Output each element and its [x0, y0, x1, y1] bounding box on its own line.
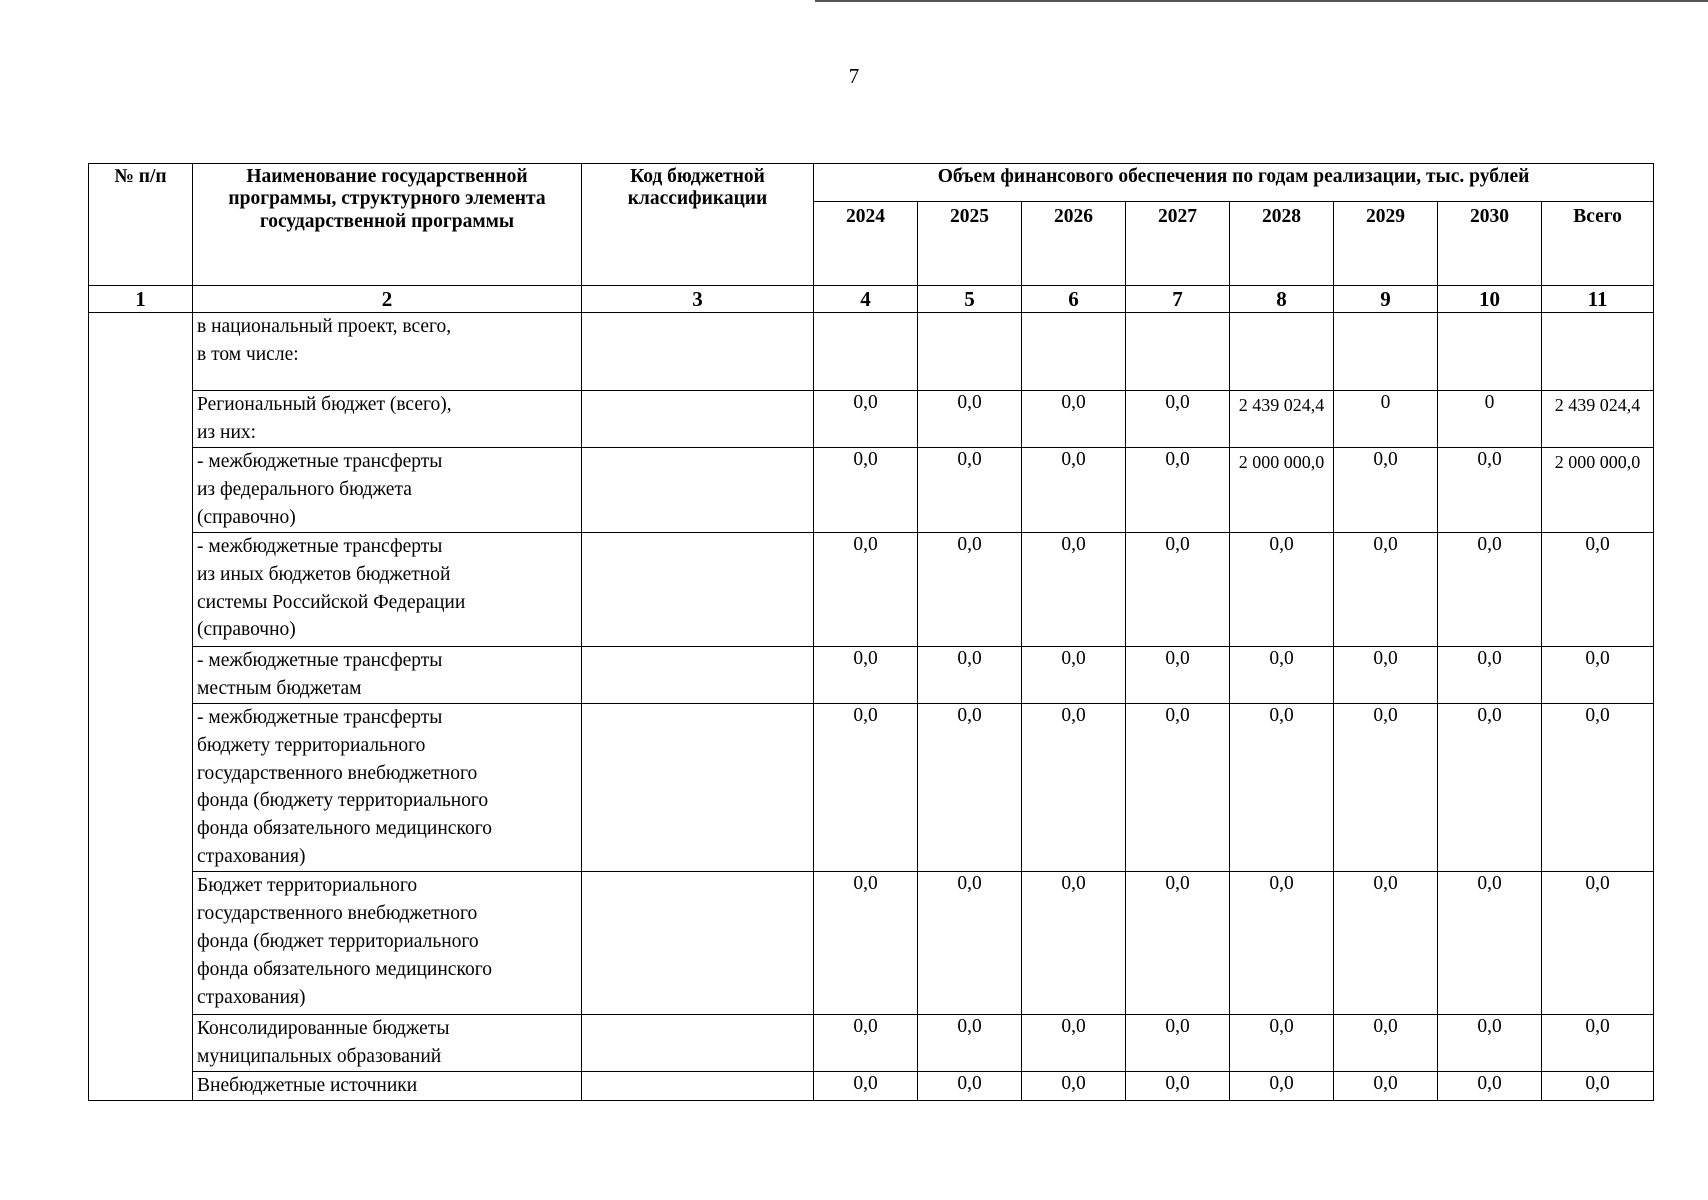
header-year: 2024 [814, 202, 918, 286]
table-body [89, 313, 1654, 1101]
row-name-line: Региональный бюджет (всего), [197, 394, 452, 415]
table-row [89, 1072, 1654, 1101]
row-name-cell [193, 646, 582, 703]
row-year-value: 0,0 [1022, 646, 1126, 703]
column-number: 4 [814, 286, 918, 313]
row-year-value: 0,0 [1334, 872, 1438, 1015]
row-year-value: 0,0 [1022, 447, 1126, 532]
row-year-value: 0,0 [1438, 1072, 1542, 1101]
row-year-value: 0,0 [814, 447, 918, 532]
column-number: 10 [1438, 286, 1542, 313]
column-number: 3 [582, 286, 814, 313]
column-number: 6 [1022, 286, 1126, 313]
table-row [89, 532, 1654, 646]
row-year-value: 0,0 [1126, 391, 1230, 448]
row-name-line: - межбюджетные трансферты [197, 706, 443, 728]
row-total-cell: 0,0 [1542, 646, 1654, 703]
row-name-line: (справочно) [197, 619, 296, 641]
row-year-value [1126, 313, 1230, 391]
row-year-value: 0,0 [1438, 703, 1542, 871]
row-year-value: 0,0 [1334, 646, 1438, 703]
row-year-value: 0,0 [1126, 447, 1230, 532]
row-year-value: 0,0 [1022, 532, 1126, 646]
row-year-value: 0,0 [1230, 703, 1334, 871]
row-name-line: государственного внебюджетного [197, 762, 478, 784]
row-name-line: из них: [197, 421, 257, 443]
row-name-line: муниципальных образований [197, 1045, 442, 1067]
row-total-cell: 0,0 [1542, 703, 1654, 871]
row-name-cell [193, 447, 582, 532]
row-name-line: бюджету территориального [197, 734, 426, 756]
row-year-value: 0 [1334, 391, 1438, 448]
row-name-line: страхования) [197, 846, 306, 868]
row-name-cell [193, 313, 582, 391]
header-year: 2027 [1126, 202, 1230, 286]
row-name-line: фонда (бюджет территориального [197, 930, 479, 952]
row-name-line: местным бюджетам [197, 677, 362, 699]
row-year-value: 0,0 [1230, 1015, 1334, 1072]
row-year-value [814, 313, 918, 391]
row-year-value: 0,0 [814, 872, 918, 1015]
header-year: 2028 [1230, 202, 1334, 286]
row-year-value: 0,0 [1126, 1072, 1230, 1101]
table-row [89, 646, 1654, 703]
row-year-value: 0,0 [1438, 646, 1542, 703]
row-year-value: 0,0 [918, 872, 1022, 1015]
row-year-value: 0,0 [814, 391, 918, 448]
row-name-line: из иных бюджетов бюджетной [197, 563, 451, 585]
row-total-cell: 0,0 [1542, 532, 1654, 646]
row-total-cell [1542, 313, 1654, 391]
row-year-value: 0,0 [1230, 872, 1334, 1015]
row-year-value: 0,0 [1022, 391, 1126, 448]
row-name-cell [193, 872, 582, 1015]
row-year-value [918, 313, 1022, 391]
budget-table [88, 163, 1654, 1101]
row-name-line: государственного внебюджетного [197, 902, 478, 924]
column-number: 5 [918, 286, 1022, 313]
row-code-cell [582, 447, 814, 532]
table-row [89, 391, 1654, 448]
row-year-value: 0,0 [1126, 1015, 1230, 1072]
row-name-line: фонда обязательного медицинского [197, 818, 492, 840]
row-year-value: 0,0 [814, 646, 918, 703]
row-year-value: 0,0 [1438, 532, 1542, 646]
row-year-value [1438, 313, 1542, 391]
column-number: 11 [1542, 286, 1654, 313]
row-name-cell [193, 1072, 582, 1101]
row-year-value: 0,0 [1230, 1072, 1334, 1101]
row-year-value: 0,0 [1022, 1072, 1126, 1101]
header-year: 2030 [1438, 202, 1542, 286]
row-name-line: - межбюджетные трансферты [197, 450, 443, 472]
row-year-value: 0,0 [814, 703, 918, 871]
row-year-value: 0,0 [1230, 646, 1334, 703]
row-name-line: фонда (бюджету территориального [197, 790, 489, 812]
row-year-value: 0,0 [918, 391, 1022, 448]
row-year-value: 0,0 [1126, 532, 1230, 646]
row-year-value: 0,0 [814, 1015, 918, 1072]
row-year-value: 0,0 [1126, 872, 1230, 1015]
row-name-line: - межбюджетные трансферты [197, 535, 443, 557]
row-total-cell: 0,0 [1542, 1015, 1654, 1072]
column-number: 7 [1126, 286, 1230, 313]
row-code-cell [582, 391, 814, 448]
row-name-line: - межбюджетные трансферты [197, 649, 443, 671]
row-name-line: фонда обязательного медицинского [197, 958, 492, 980]
row-index-cell [89, 313, 193, 1101]
row-name-cell [193, 703, 582, 871]
row-year-value: 0,0 [1438, 447, 1542, 532]
row-year-value [1022, 313, 1126, 391]
row-name-line: Внебюджетные источники [197, 1075, 418, 1096]
row-total-cell: 2 000 000,0 [1542, 447, 1654, 532]
row-name-cell [193, 532, 582, 646]
row-year-value [1230, 313, 1334, 391]
header-num: № п/п [89, 164, 193, 286]
header-year: 2026 [1022, 202, 1126, 286]
column-number: 2 [193, 286, 582, 313]
row-total-cell: 0,0 [1542, 872, 1654, 1015]
row-name-line: Консолидированные бюджеты [197, 1018, 450, 1039]
header-name: Наименование государственной программы, структурного элемента государственной программы [193, 164, 582, 286]
row-year-value: 0,0 [1334, 1072, 1438, 1101]
row-year-value: 0,0 [918, 646, 1022, 703]
row-code-cell [582, 1015, 814, 1072]
row-code-cell [582, 703, 814, 871]
row-code-cell [582, 313, 814, 391]
row-code-cell [582, 646, 814, 703]
table-row [89, 313, 1654, 391]
row-year-value: 0,0 [918, 1072, 1022, 1101]
header-total: Всего [1542, 202, 1654, 286]
header-volume: Объем финансового обеспечения по годам реализации, тыс. рублей [814, 164, 1654, 202]
table-row [89, 447, 1654, 532]
row-name-line: страхования) [197, 986, 306, 1008]
row-year-value: 2 439 024,4 [1230, 391, 1334, 448]
row-year-value: 0,0 [1334, 447, 1438, 532]
row-year-value: 0,0 [918, 1015, 1022, 1072]
row-year-value [1334, 313, 1438, 391]
row-year-value: 0 [1438, 391, 1542, 448]
row-year-value: 2 000 000,0 [1230, 447, 1334, 532]
row-name-line: (справочно) [197, 506, 296, 528]
row-year-value: 0,0 [1022, 1015, 1126, 1072]
header-year: 2025 [918, 202, 1022, 286]
row-year-value: 0,0 [814, 1072, 918, 1101]
row-name-cell [193, 1015, 582, 1072]
row-name-line: в национальный проект, всего, [197, 316, 452, 337]
row-code-cell [582, 532, 814, 646]
row-year-value: 0,0 [1438, 872, 1542, 1015]
table-row [89, 872, 1654, 1015]
page-number: 7 [848, 64, 860, 88]
column-number: 9 [1334, 286, 1438, 313]
row-name-cell [193, 391, 582, 448]
row-year-value: 0,0 [1022, 872, 1126, 1015]
column-number: 1 [89, 286, 193, 313]
row-year-value: 0,0 [1126, 703, 1230, 871]
row-year-value: 0,0 [918, 447, 1022, 532]
row-year-value: 0,0 [1126, 646, 1230, 703]
row-year-value: 0,0 [1334, 703, 1438, 871]
row-year-value: 0,0 [918, 532, 1022, 646]
row-year-value: 0,0 [814, 532, 918, 646]
row-code-cell [582, 872, 814, 1015]
row-year-value: 0,0 [1230, 532, 1334, 646]
row-year-value: 0,0 [1438, 1015, 1542, 1072]
row-year-value: 0,0 [1022, 703, 1126, 871]
row-year-value: 0,0 [918, 703, 1022, 871]
row-name-line: в том числе: [197, 343, 299, 365]
header-code: Код бюджетной классификации [582, 164, 814, 286]
table-row [89, 1015, 1654, 1072]
table-row [89, 703, 1654, 871]
row-name-line: из федерального бюджета [197, 478, 412, 500]
scan-top-rule [815, 0, 1708, 2]
row-name-line: системы Российской Федерации [197, 591, 466, 613]
row-total-cell: 2 439 024,4 [1542, 391, 1654, 448]
column-number: 8 [1230, 286, 1334, 313]
row-year-value: 0,0 [1334, 1015, 1438, 1072]
row-total-cell: 0,0 [1542, 1072, 1654, 1101]
row-code-cell [582, 1072, 814, 1101]
header-year: 2029 [1334, 202, 1438, 286]
row-name-line: Бюджет территориального [197, 875, 418, 896]
row-year-value: 0,0 [1334, 532, 1438, 646]
